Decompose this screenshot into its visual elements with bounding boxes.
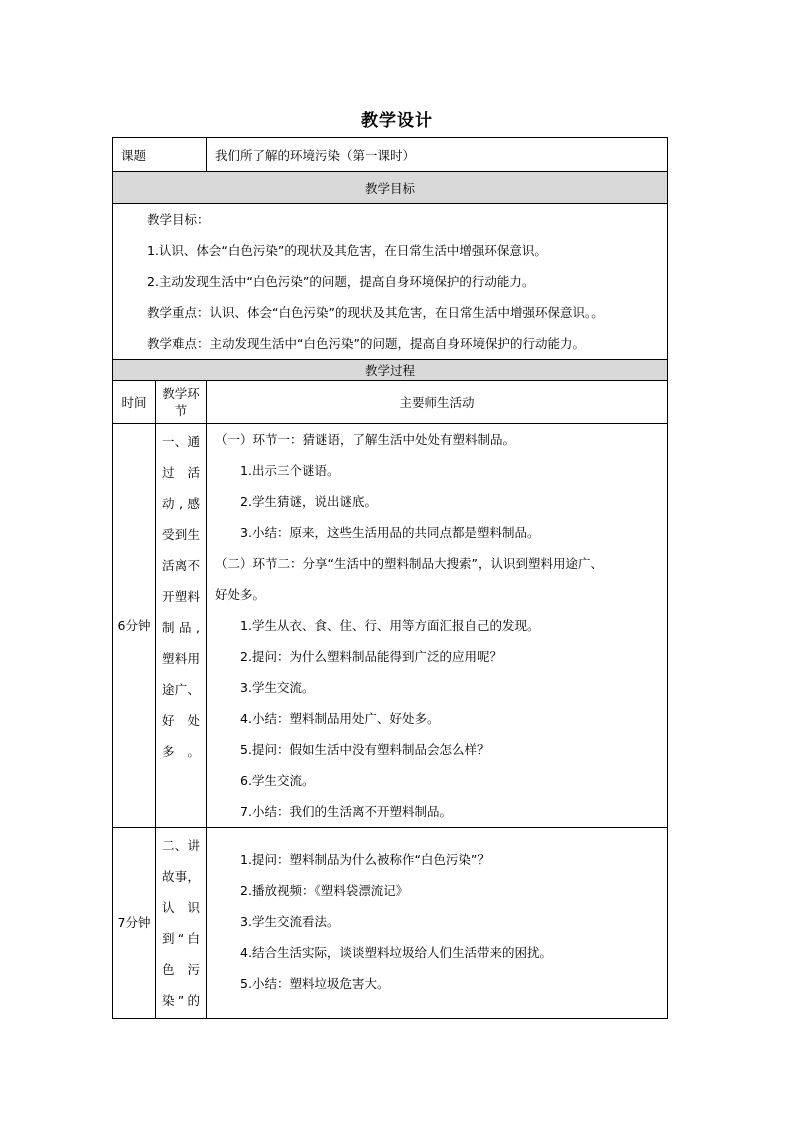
- row-step: 一、通过活动,感受到生活离不开塑料制品,塑料用途广、好处多。: [156, 424, 207, 828]
- goals-line: 1.认识、体会“白色污染”的现状及其危害，在日常生活中增强环保意识。: [147, 243, 547, 258]
- activity-line: 1.出示三个谜语。: [240, 463, 340, 478]
- process-header-row: [113, 360, 668, 381]
- process-header: 教学过程: [113, 360, 668, 381]
- column-activities: 主要师生活动: [207, 381, 668, 424]
- activity-line: 好处多。: [215, 587, 266, 602]
- column-step: 教学环节: [156, 381, 207, 424]
- activity-line: 4.小结：塑料制品用处广、好处多。: [240, 711, 440, 726]
- goals-body-row: [113, 204, 668, 360]
- activity-line: 7.小结：我们的生活离不开塑料制品。: [240, 804, 452, 819]
- activity-line: 1.提问：塑料制品为什么被称作“白色污染”？: [240, 852, 490, 867]
- activity-line: 1.学生从衣、食、住、行、用等方面汇报自己的发现。: [240, 618, 540, 633]
- process-row-2: [113, 828, 668, 1019]
- lesson-plan-table: [112, 137, 668, 1019]
- goals-line: 教学目标：: [147, 212, 210, 227]
- topic-label: 课题: [113, 138, 207, 172]
- activity-line: 6.学生交流。: [240, 773, 315, 788]
- row-step: 二、讲故事，认识到“白色污染”的: [156, 828, 207, 1019]
- row-time: 6分钟: [113, 424, 156, 828]
- column-time: 时间: [113, 381, 156, 424]
- document-title: 教学设计: [361, 111, 433, 131]
- row-activities: [207, 424, 668, 828]
- activity-line: 5.提问：假如生活中没有塑料制品会怎么样？: [240, 742, 490, 757]
- activity-line: 5.小结：塑料垃圾危害大。: [240, 976, 390, 991]
- row-activities: [207, 828, 668, 1019]
- difficulty-line: 教学难点：主动发现生活中“白色污染”的问题，提高自身环境保护的行动能力。: [147, 336, 585, 351]
- goals-header: 教学目标: [113, 172, 668, 204]
- activity-line: （二）环节二：分享“生活中的塑料制品大搜索”，认识到塑料用途广、: [215, 556, 603, 571]
- goals-header-row: [113, 172, 668, 204]
- activity-line: 2.提问：为什么塑料制品能得到广泛的应用呢？: [240, 649, 502, 664]
- activity-line: 2.学生猜谜，说出谜底。: [240, 494, 377, 509]
- goals-content: [113, 204, 668, 360]
- key-point-line: 教学重点：认识、体会“白色污染”的现状及其危害，在日常生活中增强环保意识。。: [147, 305, 604, 320]
- activity-line: 3.小结：原来，这些生活用品的共同点都是塑料制品。: [240, 525, 540, 540]
- activity-line: （一）环节一：猜谜语，了解生活中处处有塑料制品。: [215, 432, 516, 447]
- activity-line: 2.播放视频：《塑料袋漂流记》: [240, 883, 409, 898]
- topic-value: 我们所了解的环境污染（第一课时）: [207, 138, 668, 172]
- goals-line: 2.主动发现生活中“白色污染”的问题，提高自身环境保护的行动能力。: [147, 274, 535, 289]
- activity-line: 3.学生交流。: [240, 680, 315, 695]
- process-columns-row: [113, 381, 668, 424]
- activity-line: 3.学生交流看法。: [240, 914, 340, 929]
- row-time: 7分钟: [113, 828, 156, 1019]
- activity-line: 4.结合生活实际，谈谈塑料垃圾给人们生活带来的困扰。: [240, 945, 552, 960]
- topic-row: [113, 138, 668, 172]
- process-row-1: [113, 424, 668, 828]
